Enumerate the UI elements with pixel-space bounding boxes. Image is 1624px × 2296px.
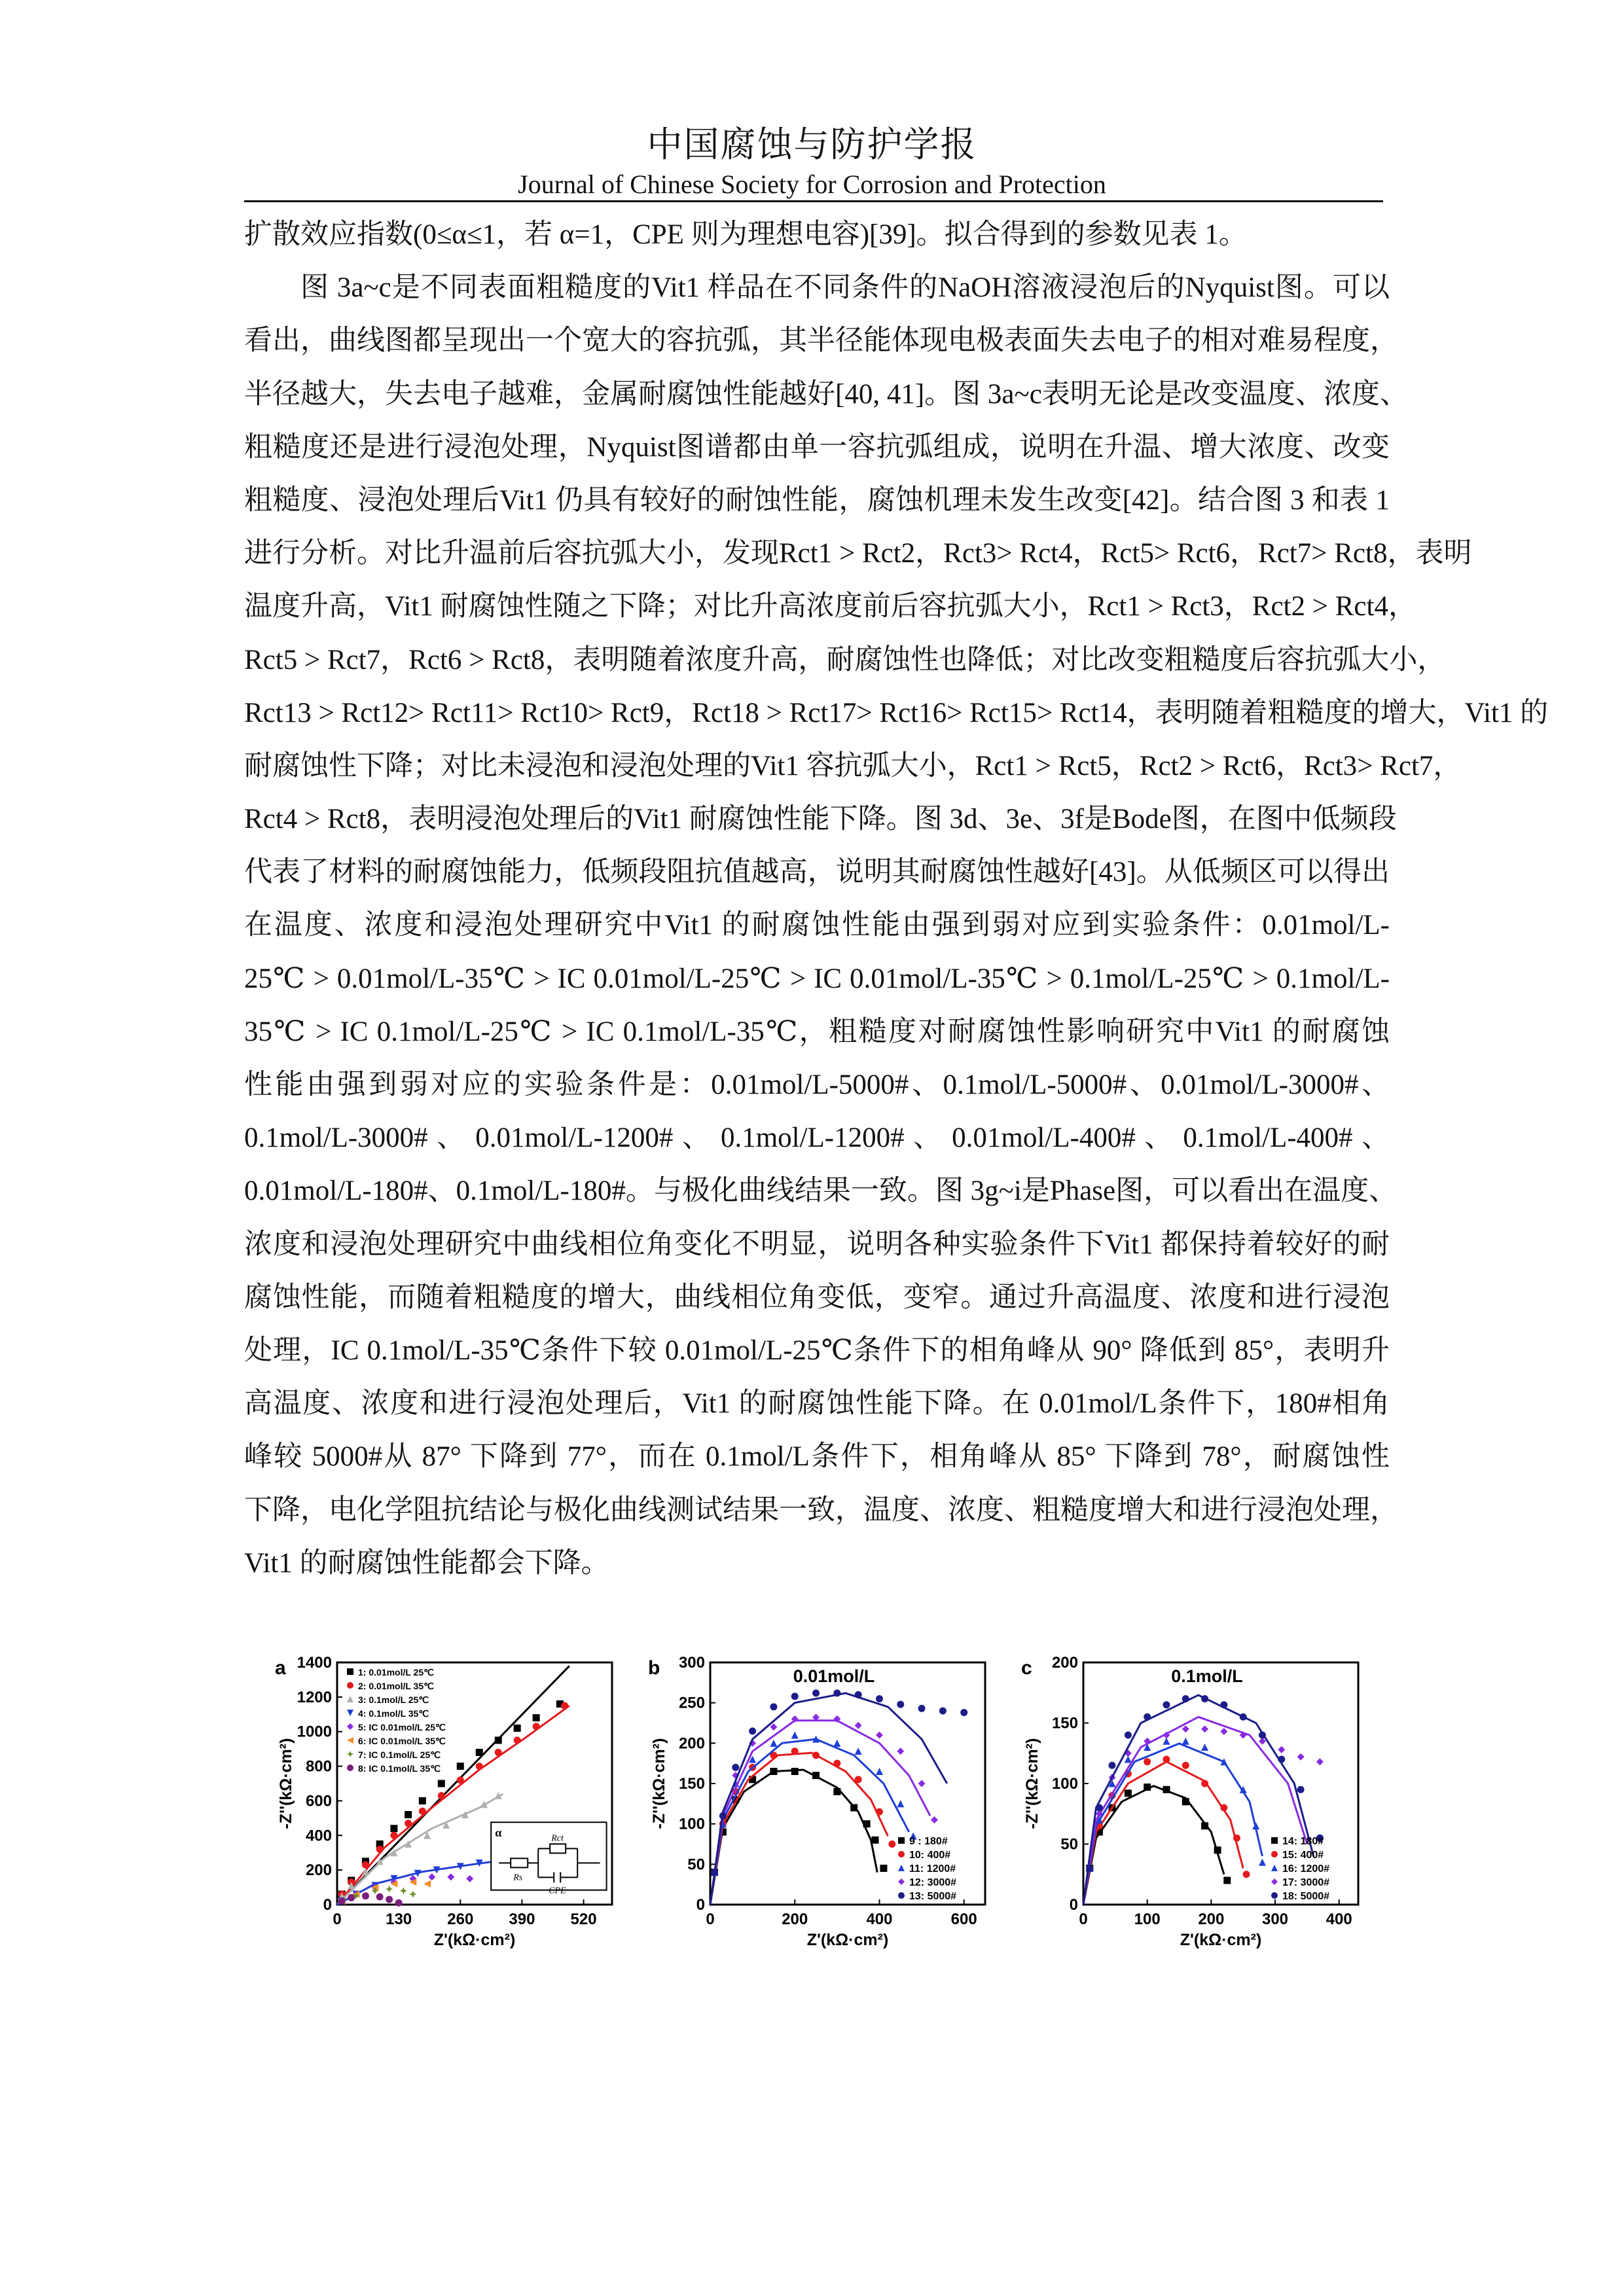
data-point	[876, 1808, 883, 1816]
data-point	[1240, 1713, 1247, 1721]
data-point	[1182, 1798, 1189, 1805]
body-text	[244, 208, 1549, 1590]
data-point	[428, 1873, 435, 1880]
legend-entry: 11: 1200#	[909, 1863, 956, 1874]
y-tick-label: 50	[687, 1856, 705, 1874]
y-tick-label: 400	[305, 1827, 332, 1845]
data-point	[812, 1689, 820, 1696]
chart-title: 0.1mol/L	[1171, 1666, 1243, 1686]
data-point	[719, 1812, 727, 1820]
body-line: 高温度、浓度和进行浸泡处理后，Vit1 的耐腐蚀性能下降。在 0.01mol/L条件下，180#相角	[244, 1388, 1390, 1420]
data-point	[888, 1840, 895, 1848]
data-point	[1214, 1846, 1221, 1854]
data-point	[931, 1816, 938, 1823]
body-line: 看出，曲线图都呈现出一个宽大的容抗弧，其半径能体现电极表面失去电子的相对难易程度，	[244, 325, 1398, 357]
data-point	[897, 1701, 904, 1708]
data-point	[1182, 1725, 1189, 1732]
data-point	[405, 1820, 412, 1827]
data-point	[812, 1751, 820, 1759]
data-point	[1144, 1713, 1151, 1721]
data-point	[1182, 1695, 1189, 1702]
legend-entry: 8: IC 0.1mol/L 35℃	[358, 1763, 441, 1774]
y-axis-label: -Z''(kΩ·cm²)	[1023, 1738, 1041, 1829]
data-series	[1083, 1784, 1231, 1905]
data-point	[1144, 1738, 1151, 1745]
panel-letter: a	[275, 1657, 286, 1679]
chart-a	[262, 1649, 628, 1977]
data-point	[338, 1897, 346, 1905]
data-point	[447, 1873, 454, 1880]
legend	[347, 1667, 446, 1774]
y-tick-label: 150	[1051, 1714, 1078, 1732]
data-point	[833, 1760, 840, 1767]
data-point	[812, 1772, 820, 1779]
x-axis-label: Z'(kΩ·cm²)	[1180, 1931, 1262, 1949]
body-line: 35℃ > IC 0.1mol/L-25℃ > IC 0.1mol/L-35℃，粗糙度对耐腐蚀性影响研究中Vit1 的耐腐蚀	[244, 1016, 1390, 1047]
x-axis-label: Z'(kΩ·cm²)	[433, 1931, 516, 1949]
x-tick-label: 0	[706, 1910, 715, 1928]
x-tick-label: 390	[509, 1910, 535, 1928]
data-point	[1125, 1732, 1132, 1739]
y-tick-label: 200	[678, 1734, 705, 1753]
chart-b	[648, 1649, 1001, 1977]
x-tick-label: 520	[570, 1910, 597, 1928]
data-point	[476, 1763, 483, 1770]
data-point	[495, 1749, 502, 1756]
y-tick-label: 600	[305, 1792, 332, 1810]
body-line: Vit1 的耐腐蚀性能都会下降。	[244, 1547, 609, 1579]
data-point	[1220, 1728, 1227, 1735]
data-point	[1243, 1871, 1250, 1878]
data-point	[533, 1723, 540, 1730]
y-tick-label: 100	[678, 1815, 705, 1833]
data-point	[897, 1800, 904, 1807]
legend-entry: 2: 0.01mol/L 35℃	[358, 1681, 434, 1691]
data-point	[1220, 1701, 1227, 1708]
data-point	[514, 1736, 521, 1744]
data-point	[347, 1696, 353, 1702]
body-line: Rct5 > Rct7，Rct6 > Rct8，表明随着浓度升高，耐腐蚀性也降低；对比改变粗糙度后容抗弧大小，	[244, 644, 1446, 675]
data-point	[1144, 1758, 1151, 1765]
body-line: 图 3a~c是不同表面粗糙度的Vit1 样品在不同条件的NaOH溶液浸泡后的Nyquist图。可以	[300, 272, 1390, 304]
figure-panel-c	[1008, 1649, 1375, 1980]
body-line: 浓度和浸泡处理研究中曲线相位角变化不明显，说明各种实验条件下Vit1 都保持着较好的耐	[244, 1229, 1390, 1260]
y-tick-label: 200	[305, 1861, 332, 1880]
data-point	[1252, 1822, 1259, 1829]
y-tick-label: 1200	[297, 1688, 332, 1706]
y-tick-label: 250	[678, 1694, 705, 1712]
body-line: 耐腐蚀性下降；对比未浸泡和浸泡处理的Vit1 容抗弧大小，Rct1 > Rct5，Rct2 > Rct6，Rct3> Rct7，	[244, 750, 1462, 781]
data-point	[419, 1808, 426, 1815]
chart-c	[1008, 1649, 1375, 1977]
data-point	[1086, 1865, 1093, 1872]
body-line: Rct13 > Rct12> Rct11> Rct10> Rct9，Rct18 > Rct17> Rct16> Rct15> Rct14，表明随着粗糙度的增大，Vit1 的	[244, 697, 1549, 728]
data-point	[711, 1869, 718, 1876]
equivalent-circuit-inset	[491, 1822, 606, 1895]
panel-letter: b	[648, 1657, 660, 1679]
legend-entry: 15: 400#	[1282, 1850, 1324, 1861]
data-point	[876, 1732, 883, 1739]
data-point	[424, 1880, 431, 1888]
legend-entry: 3: 0.1mol/L 25℃	[358, 1695, 429, 1705]
y-tick-label: 50	[1060, 1835, 1078, 1854]
data-point	[855, 1722, 862, 1729]
inset-rct-label: Rct	[551, 1833, 564, 1844]
x-tick-label: 130	[386, 1910, 412, 1928]
data-point	[386, 1896, 393, 1903]
y-axis-label: -Z''(kΩ·cm²)	[650, 1738, 668, 1829]
data-point	[1201, 1780, 1208, 1787]
data-point	[390, 1825, 397, 1832]
y-tick-label: 1400	[297, 1654, 332, 1672]
data-point	[833, 1788, 840, 1795]
x-tick-label: 300	[1261, 1910, 1289, 1928]
data-point	[898, 1878, 905, 1885]
data-point	[850, 1804, 857, 1812]
body-line: 25℃ > 0.01mol/L-35℃ > IC 0.01mol/L-25℃ > IC 0.01mol/L-35℃ > 0.1mol/L-25℃ > 0.1mol/L-	[244, 963, 1390, 994]
x-tick-label: 200	[1198, 1910, 1225, 1928]
data-point	[918, 1705, 926, 1712]
data-point	[897, 1748, 904, 1755]
inset-rs-label: Rs	[513, 1873, 523, 1883]
data-point	[376, 1893, 384, 1901]
data-point	[770, 1723, 777, 1731]
data-point	[833, 1689, 840, 1696]
body-line: 代表了材料的耐腐蚀能力，低频段阻抗值越高，说明其耐腐蚀性越好[43]。从低频区可以得出	[244, 857, 1390, 888]
data-point	[1271, 1865, 1278, 1871]
data-point	[400, 1887, 407, 1894]
data-point	[390, 1832, 397, 1839]
data-point	[362, 1861, 369, 1869]
data-point	[386, 1886, 393, 1893]
y-tick-label: 200	[1051, 1654, 1078, 1672]
y-tick-label: 150	[678, 1775, 705, 1793]
data-point	[347, 1751, 353, 1757]
x-tick-label: 260	[447, 1910, 474, 1928]
data-point	[898, 1892, 905, 1899]
journal-title-cn: 中国腐蚀与防护学报	[647, 125, 977, 164]
data-point	[749, 1727, 756, 1734]
legend-entry: 1: 0.01mol/L 25℃	[358, 1667, 434, 1677]
data-point	[533, 1714, 540, 1721]
data-point	[1201, 1695, 1208, 1702]
data-point	[362, 1892, 369, 1899]
legend-entry: 16: 1200#	[1282, 1863, 1330, 1874]
data-point	[376, 1846, 384, 1853]
data-point	[898, 1865, 905, 1871]
data-point	[1201, 1744, 1208, 1751]
data-point	[876, 1695, 883, 1702]
data-point	[770, 1703, 777, 1710]
body-line: 腐蚀性能，而随着粗糙度的增大，曲线相位角变低，变窄。通过升高温度、浓度和进行浸泡	[244, 1282, 1390, 1313]
x-tick-label: 0	[333, 1910, 342, 1928]
data-point	[1259, 1732, 1266, 1739]
body-line: 进行分析。对比升温前后容抗弧大小，发现Rct1 > Rct2，Rct3> Rct4，Rct5> Rct6，Rct7> Rct8，表明	[244, 538, 1472, 569]
data-point	[495, 1736, 502, 1744]
legend-entry: 13: 5000#	[909, 1891, 957, 1902]
data-point	[872, 1837, 879, 1844]
body-line: 下降，电化学阻抗结论与极化曲线测试结果一致，温度、浓度、粗糙度增大和进行浸泡处理，	[244, 1494, 1398, 1526]
legend-entry: 17: 3000#	[1282, 1877, 1330, 1888]
data-point	[1271, 1837, 1278, 1844]
x-axis-label: Z'(kΩ·cm²)	[806, 1931, 889, 1949]
legend-entry: 10: 400#	[909, 1850, 951, 1861]
x-tick-label: 400	[866, 1910, 893, 1928]
data-point	[1163, 1786, 1170, 1793]
data-point	[476, 1749, 483, 1756]
data-point	[438, 1792, 445, 1799]
x-tick-label: 600	[950, 1910, 977, 1928]
data-point	[791, 1693, 799, 1700]
data-point	[457, 1776, 464, 1784]
body-line: 半径越大，失去电子越难，金属耐腐蚀性能越好[40, 41]。图 3a~c表明无论是改变温度、浓度、	[244, 378, 1408, 410]
data-point	[419, 1797, 426, 1804]
data-point	[1278, 1756, 1285, 1763]
fit-line	[710, 1721, 930, 1905]
data-point	[1125, 1789, 1132, 1797]
data-point	[1297, 1786, 1305, 1793]
data-point	[1316, 1758, 1324, 1765]
y-tick-label: 1000	[297, 1723, 332, 1741]
y-tick-label: 800	[305, 1757, 332, 1776]
data-point	[438, 1780, 445, 1787]
data-point	[347, 1737, 353, 1744]
data-point	[457, 1763, 464, 1770]
body-line: 温度升高，Vit1 耐腐蚀性随之下降；对比升高浓度前后容抗弧大小，Rct1 > Rct3，Rct2 > Rct4，	[244, 591, 1416, 622]
y-tick-label: 0	[1069, 1896, 1078, 1914]
data-point	[855, 1748, 862, 1755]
legend	[898, 1836, 956, 1902]
body-line: 0.01mol/L-180#、0.1mol/L-180#。与极化曲线结果一致。图 3g~i是Phase图，可以看出在温度、	[244, 1175, 1398, 1207]
figure-panel-a	[262, 1649, 628, 1980]
legend-entry: 7: IC 0.1mol/L 25℃	[358, 1749, 441, 1760]
x-tick-label: 400	[1326, 1910, 1352, 1928]
body-line: 峰较 5000#从 87° 下降到 77°，而在 0.1mol/L条件下，相角峰从 85° 下降到 78°，耐腐蚀性	[244, 1441, 1390, 1473]
data-point	[347, 1723, 353, 1730]
legend-entry: 5: IC 0.01mol/L 25℃	[358, 1722, 446, 1732]
data-point	[939, 1708, 947, 1715]
y-tick-label: 300	[678, 1654, 705, 1672]
inset-label: α	[495, 1826, 502, 1840]
y-tick-label: 0	[696, 1896, 705, 1914]
body-line: Rct4 > Rct8，表明浸泡处理后的Vit1 耐腐蚀性能下降。图 3d、3e、3f是Bode图，在图中低频段	[244, 804, 1397, 835]
data-point	[1201, 1822, 1208, 1829]
data-point	[466, 1875, 473, 1882]
inset-cpe-label: CPE	[549, 1886, 566, 1896]
fit-line	[710, 1739, 909, 1905]
legend-entry: 9 : 180#	[909, 1836, 948, 1847]
inset-frame	[491, 1822, 606, 1890]
body-line: 扩散效应指数(0≤α≤1，若 α=1，CPE 则为理想电容)[39]。拟合得到的参数见表 1。	[244, 219, 1247, 250]
panel-letter: c	[1021, 1657, 1032, 1679]
data-point	[880, 1865, 887, 1872]
data-point	[791, 1748, 799, 1755]
data-point	[347, 1682, 353, 1689]
data-point	[409, 1891, 416, 1898]
data-point	[960, 1709, 967, 1716]
data-point	[1163, 1701, 1170, 1708]
data-point	[395, 1899, 403, 1907]
header-rule	[244, 200, 1383, 202]
data-point	[1271, 1851, 1278, 1857]
data-point	[1297, 1753, 1305, 1761]
data-point	[561, 1702, 568, 1710]
data-point	[1182, 1738, 1189, 1745]
legend-entry: 12: 3000#	[909, 1877, 957, 1888]
body-line: 处理，IC 0.1mol/L-35℃条件下较 0.01mol/L-25℃条件下的相角峰从 90° 降低到 85°，表明升	[244, 1335, 1390, 1366]
data-point	[1233, 1835, 1240, 1842]
data-point	[1271, 1892, 1278, 1899]
data-point	[1163, 1756, 1170, 1763]
chart-title: 0.01mol/L	[793, 1666, 875, 1686]
data-point	[1144, 1784, 1151, 1791]
fit-line	[1083, 1786, 1224, 1905]
x-tick-label: 0	[1079, 1910, 1088, 1928]
data-point	[1220, 1804, 1227, 1812]
body-line: 粗糙度还是进行浸泡处理，Nyquist图谱都由单一容抗弧组成，说明在升温、增大浓度、改变	[244, 431, 1390, 463]
data-point	[1201, 1725, 1208, 1732]
data-point	[1182, 1762, 1189, 1769]
legend-entry: 18: 5000#	[1282, 1891, 1330, 1902]
data-point	[732, 1764, 739, 1771]
figure-3	[262, 1649, 1388, 1977]
data-point	[855, 1776, 862, 1783]
data-point	[1096, 1804, 1103, 1812]
data-point	[1108, 1762, 1115, 1769]
data-point	[514, 1725, 521, 1732]
data-point	[855, 1691, 862, 1698]
journal-title-en: Journal of Chinese Society for Corrosion and Protection	[518, 170, 1106, 199]
legend-entry: 14: 180#	[1282, 1836, 1324, 1847]
data-point	[348, 1894, 355, 1901]
data-point	[876, 1768, 883, 1775]
data-point	[1271, 1878, 1278, 1885]
data-point	[1223, 1877, 1231, 1884]
data-point	[918, 1780, 926, 1787]
y-tick-label: 0	[323, 1896, 332, 1914]
data-point	[833, 1740, 840, 1747]
body-line: 0.1mol/L-3000# 、 0.01mol/L-1200# 、 0.1mol/L-1200# 、 0.01mol/L-400# 、 0.1mol/L-400# 、	[244, 1122, 1390, 1154]
legend-entry: 4: 0.1mol/L 35℃	[358, 1708, 429, 1719]
data-point	[1259, 1859, 1266, 1866]
x-tick-label: 100	[1134, 1910, 1161, 1928]
data-point	[770, 1768, 777, 1775]
fit-line	[1083, 1762, 1243, 1905]
data-point	[1278, 1746, 1285, 1753]
data-point	[347, 1710, 353, 1716]
legend-entry: 6: IC 0.01mol/L 35℃	[358, 1736, 446, 1746]
legend	[1271, 1836, 1329, 1902]
data-series	[1083, 1717, 1324, 1905]
data-point	[405, 1811, 412, 1818]
data-point	[770, 1740, 777, 1747]
data-point	[791, 1732, 799, 1739]
figure-panel-b	[648, 1649, 1001, 1980]
data-point	[898, 1837, 905, 1844]
body-line: 在温度、浓度和浸泡处理研究中Vit1 的耐腐蚀性能由强到弱对应到实验条件：0.01mol/L-	[244, 910, 1390, 941]
body-line: 性能由强到弱对应的实验条件是：0.01mol/L-5000#、0.1mol/L-5000#、0.01mol/L-3000#、	[244, 1069, 1390, 1100]
y-tick-label: 100	[1051, 1775, 1078, 1793]
x-tick-label: 200	[782, 1910, 808, 1928]
data-point	[791, 1768, 799, 1775]
data-point	[347, 1668, 353, 1675]
y-axis-label: -Z''(kΩ·cm²)	[277, 1738, 295, 1829]
data-point	[863, 1820, 871, 1827]
body-line: 粗糙度、浸泡处理后Vit1 仍具有较好的耐蚀性能，腐蚀机理未发生改变[42]。结合图 3 和表 1	[244, 484, 1390, 516]
data-point	[347, 1765, 353, 1771]
data-point	[898, 1851, 905, 1857]
